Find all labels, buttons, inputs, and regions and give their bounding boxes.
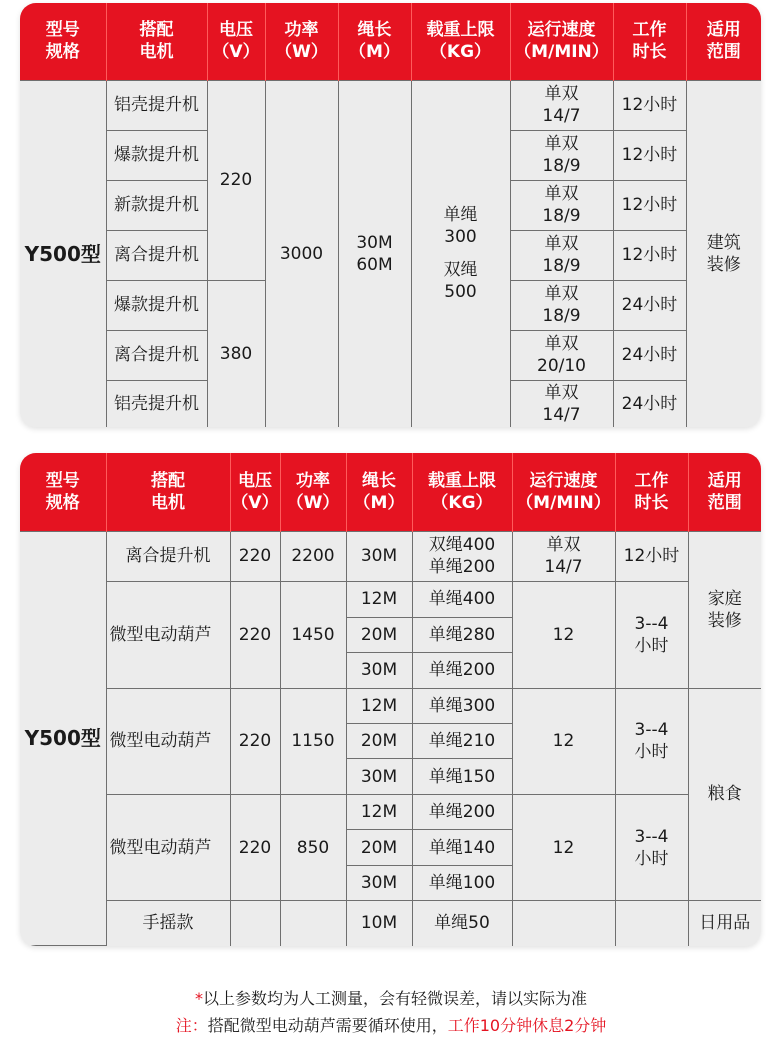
rope-cell: 10M: [346, 901, 412, 946]
speed-cell: [512, 901, 615, 946]
speed-cell: 单双 14/7: [510, 80, 613, 130]
spec-table-1: [20, 3, 761, 427]
motor-cell: 离合提升机: [106, 330, 207, 380]
scope-cell: 家庭 装修: [688, 531, 761, 688]
rope-cell: 30M: [346, 653, 412, 688]
scope-cell: 建筑 装修: [686, 80, 761, 427]
hours-cell: 24小时: [613, 330, 686, 380]
header-row: [20, 3, 761, 80]
spec-table-2: [20, 453, 761, 946]
asterisk: *: [194, 989, 203, 1008]
power-cell: 1450: [280, 582, 346, 688]
power-cell: 2200: [280, 531, 346, 582]
model-cell: Y500型: [20, 531, 106, 945]
load-cell: 单绳200: [412, 653, 512, 688]
hours-cell: 12小时: [615, 531, 688, 582]
header-rope: 绳长 （M）: [346, 453, 412, 531]
scope-cell: 粮食: [688, 688, 761, 901]
model-cell: Y500型: [20, 80, 106, 427]
note-prefix: 注：: [175, 1016, 208, 1035]
motor-cell: 新款提升机: [106, 180, 207, 230]
header-hours: 工作 时长: [615, 453, 688, 531]
speed-cell: 12: [512, 688, 615, 794]
motor-cell: 爆款提升机: [106, 130, 207, 180]
header-model: 型号 规格: [20, 3, 106, 80]
voltage-cell: 220: [230, 582, 280, 688]
voltage-cell: [230, 901, 280, 946]
rope-cell: 30M: [346, 865, 412, 900]
hours-cell: 12小时: [613, 230, 686, 280]
load-cell: 单绳400: [412, 582, 512, 617]
header-row: [20, 453, 761, 531]
hours-cell: 3--4 小时: [615, 688, 688, 794]
rope-cell: 20M: [346, 723, 412, 758]
disclaimer-note: [0, 986, 782, 1009]
scope-cell: 日用品: [688, 901, 761, 946]
header-load: 载重上限 （KG）: [411, 3, 510, 80]
header-scope: 适用 范围: [688, 453, 761, 531]
load-cell: 单绳150: [412, 759, 512, 794]
motor-cell: 离合提升机: [106, 230, 207, 280]
voltage-cell: 220: [207, 80, 265, 280]
load-cell: 单绳200: [412, 794, 512, 829]
header-power: 功率 （W）: [280, 453, 346, 531]
table-row: [20, 582, 761, 617]
rope-cell: 30M 60M: [338, 80, 411, 427]
motor-cell: 离合提升机: [106, 531, 230, 582]
load-cell: 单绳300: [412, 688, 512, 723]
speed-cell: 12: [512, 794, 615, 900]
rope-cell: 12M: [346, 794, 412, 829]
rope-cell: 20M: [346, 830, 412, 865]
rope-cell: 30M: [346, 759, 412, 794]
rope-cell: 30M: [346, 531, 412, 582]
table-row: [20, 80, 761, 130]
hours-cell: 24小时: [613, 280, 686, 330]
rope-cell: 12M: [346, 582, 412, 617]
speed-cell: 单双 14/7: [512, 531, 615, 582]
motor-cell: 微型电动葫芦: [106, 794, 230, 900]
hours-cell: 12小时: [613, 180, 686, 230]
motor-cell: 铝壳提升机: [106, 380, 207, 427]
usage-text: 搭配微型电动葫芦需要循环使用，: [207, 1016, 448, 1035]
hours-cell: 3--4 小时: [615, 582, 688, 688]
speed-cell: 单双 14/7: [510, 380, 613, 427]
rope-cell: 20M: [346, 617, 412, 652]
table-row: [20, 901, 761, 946]
motor-cell: 微型电动葫芦: [106, 688, 230, 794]
header-rope: 绳长 （M）: [338, 3, 411, 80]
header-power: 功率 （W）: [265, 3, 338, 80]
table-row: [20, 531, 761, 582]
hours-cell: 12小时: [613, 130, 686, 180]
load-cell: 单绳140: [412, 830, 512, 865]
speed-cell: 单双 18/9: [510, 230, 613, 280]
hours-cell: 24小时: [613, 380, 686, 427]
motor-cell: 爆款提升机: [106, 280, 207, 330]
usage-note: [0, 1013, 782, 1036]
load-cell: 单绳50: [412, 901, 512, 946]
hours-cell: 3--4 小时: [615, 794, 688, 900]
load-cell: 双绳400 单绳200: [412, 531, 512, 582]
speed-cell: 单双 18/9: [510, 130, 613, 180]
motor-cell: 铝壳提升机: [106, 80, 207, 130]
header-voltage: 电压 （V）: [207, 3, 265, 80]
header-load: 载重上限 （KG）: [412, 453, 512, 531]
header-scope: 适用 范围: [686, 3, 761, 80]
load-cell: 单绳210: [412, 723, 512, 758]
motor-cell: 微型电动葫芦: [106, 582, 230, 688]
usage-highlight: 工作10分钟休息2分钟: [447, 1016, 607, 1035]
power-cell: 850: [280, 794, 346, 900]
speed-cell: 单双 20/10: [510, 330, 613, 380]
motor-cell: 手摇款: [106, 901, 230, 946]
disclaimer-text: 以上参数均为人工测量，会有轻微误差，请以实际为准: [202, 989, 587, 1008]
voltage-cell: 380: [207, 280, 265, 427]
speed-cell: 单双 18/9: [510, 180, 613, 230]
voltage-cell: 220: [230, 688, 280, 794]
header-hours: 工作 时长: [613, 3, 686, 80]
power-cell: [280, 901, 346, 946]
load-cell: 单绳 300 双绳 500: [411, 80, 510, 427]
hours-cell: 12小时: [613, 80, 686, 130]
speed-cell: 12: [512, 582, 615, 688]
header-model: 型号 规格: [20, 453, 106, 531]
rope-cell: 12M: [346, 688, 412, 723]
voltage-cell: 220: [230, 531, 280, 582]
load-cell: 单绳100: [412, 865, 512, 900]
header-motor: 搭配 电机: [106, 453, 230, 531]
voltage-cell: 220: [230, 794, 280, 900]
speed-cell: 单双 18/9: [510, 280, 613, 330]
header-voltage: 电压 （V）: [230, 453, 280, 531]
header-speed: 运行速度 （M/MIN）: [512, 453, 615, 531]
hours-cell: [615, 901, 688, 946]
table-row: [20, 794, 761, 829]
header-speed: 运行速度 （M/MIN）: [510, 3, 613, 80]
header-motor: 搭配 电机: [106, 3, 207, 80]
power-cell: 3000: [265, 80, 338, 427]
load-cell: 单绳280: [412, 617, 512, 652]
power-cell: 1150: [280, 688, 346, 794]
table-row: [20, 688, 761, 723]
